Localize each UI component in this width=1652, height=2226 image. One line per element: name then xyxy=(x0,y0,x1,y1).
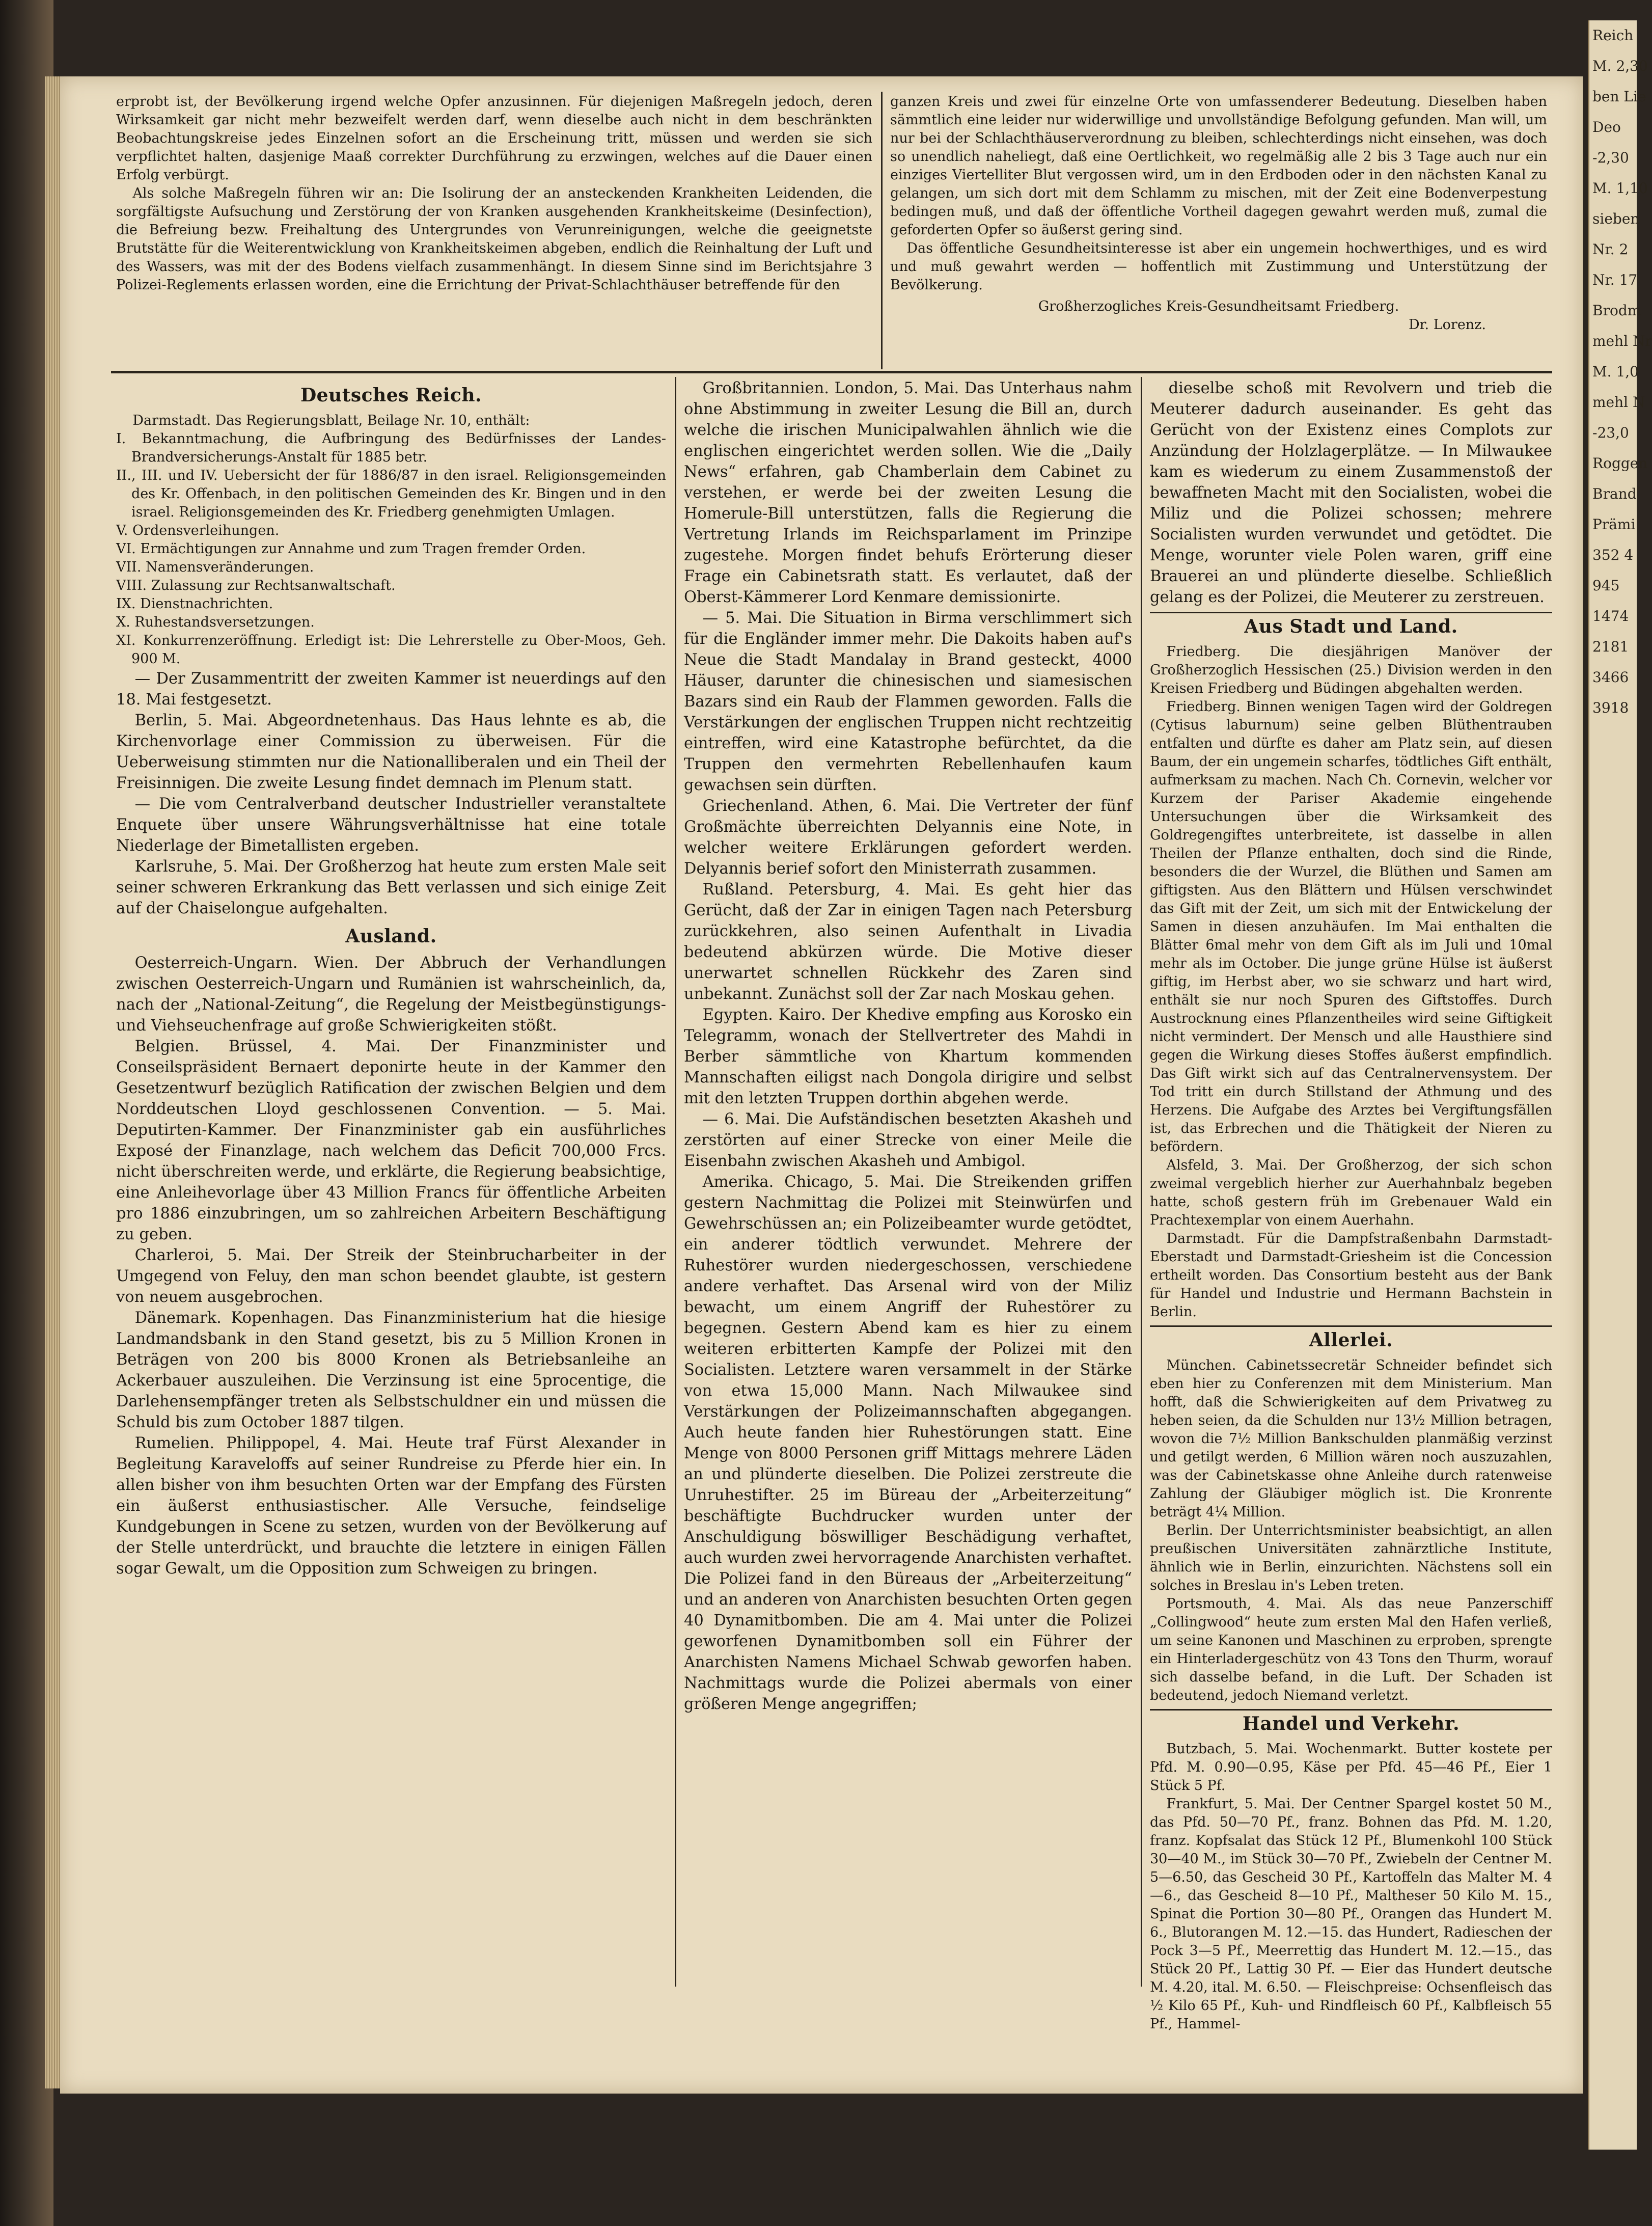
edge-text: Prämi xyxy=(1592,516,1636,533)
article-paragraph: Charleroi, 5. Mai. Der Streik der Steinbrucharbeiter in der Umgegend von Feluy, den man schon beendet glaubte, ist gestern von neuem ausgebrochen. xyxy=(116,1246,666,1306)
article-paragraph: Großbritannien. London, 5. Mai. Das Unterhaus nahm ohne Abstimmung in zweiter Lesung die Bill an, durch welche die irischen Municipalwahlen ähnlich wie die englischen eingerichtet werden sollen. Wie die „Daily News“ erfahren, gab Chamberlain dem Cabinet zu verstehen, er werde bei der zweiten Lesung die Homerule-Bill unterstützen, falls die Regierung die Vertretung Irlands im Reichsparlament im Prinzipe zugestehe. Morgen findet behufs Erörterung dieser Frage ein Cabinetsrath statt. Es verlautet, daß der Oberst-Kämmerer Lord Kenmare demissionirte. xyxy=(684,379,1132,606)
signature-office: Großherzogliches Kreis-Gesundheitsamt Friedberg. xyxy=(1038,298,1399,314)
edge-text: 3466 xyxy=(1592,669,1629,686)
edge-text: 3918 xyxy=(1592,699,1629,716)
edge-text: ben Lie xyxy=(1592,88,1646,105)
heading-aus-stadt-und-land: Aus Stadt und Land. xyxy=(1150,612,1552,640)
article-paragraph: Belgien. Brüssel, 4. Mai. Der Finanzminister und Conseilspräsident Bernaert deponirte heute in der Kammer den Gesetzentwurf bezüglich Ratification der zwischen Belgien und dem Norddeutschen Lloyd geschlossenen Convention. — 5. Mai. Deputirten-Kammer. Der Finanzminister gab ein ausführliches Exposé der Finanzlage, nach welchem das Deficit 700,000 Frcs. nicht überschreiten werde, und erklärte, die Regierung beabsichtige, eine Anleihevorlage über 43 Million Francs für öffentliche Arbeiten pro 1886 einzubringen, um so zahlreichen Arbeitern Beschäftigung zu geben. xyxy=(116,1038,666,1243)
column-1 xyxy=(116,378,666,1579)
article-paragraph: Berlin, 5. Mai. Abgeordnetenhaus. Das Haus lehnte es ab, die Kirchenvorlage einer Commission zu überweisen. Für die Ueberweisung stimmten nur die Nationalliberalen und ein Theil der Freisinnigen. Die zweite Lesung findet demnach im Plenum statt. xyxy=(116,712,666,792)
top-right-para-2: Das öffentliche Gesundheitsinteresse ist aber ein ungemein hochwerthiges, und es wird und muß gewahrt werden — hoffentlich mit Zustimmung und Unterstützung der Bevölkerung. xyxy=(890,240,1547,293)
edge-text: 352 4 xyxy=(1592,547,1634,563)
article-paragraph: Amerika. Chicago, 5. Mai. Die Streikenden griffen gestern Nachmittag die Polizei mit Steinwürfen und Gewehrschüssen an; ein Polizeibeamter wurde getödtet, ein anderer tödtlich verwundet. Mehrere der Ruhestörer wurden niedergeschossen, verschiedene andere verhaftet. Das Arsenal wird von der Miliz bewacht, um einem Angriff der Ruhestörer zu begegnen. Gestern Abend kam es hier zu einem weiteren erbitterten Kampfe der Polizei mit den Socialisten. Letztere waren versammelt in der Stärke von etwa 15,000 Mann. Nach Milwaukee sind Verstärkungen der Polizeimannschaften abgegangen. Auch heute fanden hier Ruhestörungen statt. Eine Menge von 8000 Personen griff Mittags mehrere Läden an und plünderte dieselben. Die Polizei zerstreute die Unruhestifter. 25 im Büreau der „Arbeiterzeitung“ beschäftigte Buchdrucker wurden unter der Anschuldigung böswilliger Beschädigung verhaftet, auch wurden zwei hervorragende Anarchisten verhaftet. Die Polizei fand in den Büreaus der „Arbeiterzeitung“ und an anderen von Anarchisten besuchten Orten gegen 40 Dynamitbomben. Die am 4. Mai unter die Polizei geworfenen Dynamitbomben soll ein Führer der Anarchisten Namens Michael Schwab geworfen haben. Nachmittags wurde die Polizei abermals von einer größeren Menge angegriffen; xyxy=(684,1173,1132,1713)
signature-name: Dr. Lorenz. xyxy=(1408,317,1486,333)
heading-allerlei: Allerlei. xyxy=(1150,1325,1552,1353)
list-item: VIII. Zulassung zur Rechtsanwaltschaft. xyxy=(116,578,396,593)
edge-text: mehl Nr xyxy=(1592,333,1652,349)
adjacent-page-edge xyxy=(1588,20,1652,2150)
article-paragraph: Portsmouth, 4. Mai. Als das neue Panzerschiff „Collingwood“ heute zum ersten Mal den Hafen verließ, um seine Kanonen und Maschinen zu erproben, sprengte ein Hinterladergeschütz von 43 Tons den Thurm, worauf sich dasselbe befand, in die Luft. Der Schaden ist bedeutend, jedoch Niemand verletzt. xyxy=(1150,1596,1552,1703)
article-paragraph: — 5. Mai. Die Situation in Birma verschlimmert sich für die Engländer immer mehr. Die Dakoits haben auf's Neue die Stadt Mandalay in Brand gesteckt, 4000 Häuser, darunter die chinesischen und siamesischen Bazars sind ein Raub der Flammen geworden. Falls die Verstärkungen der englischen Truppen nicht rechtzeitig eintreffen, wird eine Katastrophe befürchtet, da die Truppen den vermehrten Rebellenhaufen kaum gewachsen sein dürften. xyxy=(684,609,1132,794)
article-paragraph: — 6. Mai. Die Aufständischen besetzten Akasheh und zerstörten auf einer Strecke von einer Meile die Eisenbahn zwischen Akasheh und Ambigol. xyxy=(684,1110,1132,1170)
top-left-para-1: erprobt ist, der Bevölkerung irgend welche Opfer anzusinnen. Für diejenigen Maßregeln jedoch, deren Wirksamkeit gar nicht mehr bezweifelt werden darf, wenn dieselbe auch nicht in dem beschränkten Beobachtungskreise jedes Einzelnen sofort an die Erscheinung tritt, müssen und werden sie sich verpflichtet halten, dasjenige Maaß correkter Durchführung zu erzwingen, welches auf die Dauer einen Erfolg verbürgt. xyxy=(116,94,872,183)
edge-text: M. 1,0 xyxy=(1592,363,1639,380)
edge-text: Nr. 2 xyxy=(1592,241,1629,258)
column-divider-1 xyxy=(675,377,676,1987)
list-item: II., III. und IV. Uebersicht der für 1886/87 in den israel. Religionsgemeinden des Kr. Offenbach, in den politischen Gemeinden des Kr. Bingen und in den israel. Religionsgemeinden des Kr. Friedberg genehmigten Umlagen. xyxy=(116,468,666,520)
article-paragraph: Griechenland. Athen, 6. Mai. Die Vertreter der fünf Großmächte überreichten Delyannis eine Note, in welcher weitere Erklärungen gefordert werden. Delyannis berief sofort den Ministerrath zusammen. xyxy=(684,797,1132,878)
edge-text: Brodm xyxy=(1592,302,1641,319)
article-paragraph: Oesterreich-Ungarn. Wien. Der Abbruch der Verhandlungen zwischen Oesterreich-Ungarn und Rumänien ist wahrscheinlich, da, nach der „National-Zeitung“, die Regelung der Meistbegünstigungs- und Viehseuchenfrage auf große Schwierigkeiten stößt. xyxy=(116,954,666,1035)
article-paragraph: Butzbach, 5. Mai. Wochenmarkt. Butter kostete per Pfd. M. 0.90—0.95, Käse per Pfd. 45—46 Pf., Eier 1 Stück 5 Pf. xyxy=(1150,1741,1552,1794)
article-paragraph: Karlsruhe, 5. Mai. Der Großherzog hat heute zum ersten Male seit seiner schweren Erkrankung das Bett verlassen und sich einige Zeit auf der Chaiselongue aufgehalten. xyxy=(116,858,666,917)
article-paragraph: Friedberg. Die diesjährigen Manöver der Großherzoglich Hessischen (25.) Division werden in den Kreisen Friedberg und Büdingen abgehalten werden. xyxy=(1150,644,1552,696)
article-paragraph: Berlin. Der Unterrichtsminister beabsichtigt, an allen preußischen Universitäten zahnärztliche Institute, ähnlich wie in Berlin, einzurichten. Nächstens soll ein solches in Breslau in's Leben treten. xyxy=(1150,1523,1552,1593)
list-item: X. Ruhestandsversetzungen. xyxy=(116,614,315,630)
article-paragraph: Alsfeld, 3. Mai. Der Großherzog, der sich schon zweimal vergeblich hierher zur Auerhahnbalz begeben hatte, schoß gestern früh im Grebenauer Wald ein Prachtexemplar von einem Auerhahn. xyxy=(1150,1157,1552,1228)
list-item: V. Ordensverleihungen. xyxy=(116,523,280,538)
list-item: XI. Konkurrenzeröffnung. Erledigt ist: Die Lehrerstelle zu Ober-Moos, Geh. 900 M. xyxy=(116,633,666,667)
heading-handel-und-verkehr: Handel und Verkehr. xyxy=(1150,1709,1552,1737)
top-section-rule xyxy=(111,371,1552,373)
edge-text: Nr. 17 xyxy=(1592,272,1638,288)
edge-text: M. 1,10 xyxy=(1592,180,1648,197)
column-divider-2 xyxy=(1141,377,1142,1987)
edge-text: Roggen xyxy=(1592,455,1648,472)
article-paragraph: Rußland. Petersburg, 4. Mai. Es geht hier das Gerücht, daß der Zar in einigen Tagen nach Petersburg zurückkehren, also seinen Aufenthalt in Livadia bedeutend abkürzen würde. Die Motive dieser unerwartet schnellen Rückkehr des Zaren sind unbekannt. Zunächst soll der Zar nach Moskau gehen. xyxy=(684,881,1132,1003)
newspaper-page xyxy=(60,76,1583,2094)
edge-text: 945 xyxy=(1592,577,1620,594)
reich-intro: Darmstadt. Das Regierungsblatt, Beilage Nr. 10, enthält: xyxy=(132,413,530,428)
list-item: VI. Ermächtigungen zur Annahme und zum Tragen fremder Orden. xyxy=(116,541,586,557)
top-right-column xyxy=(890,93,1547,334)
edge-text: 1474 xyxy=(1592,608,1629,625)
article-paragraph: — Die vom Centralverband deutscher Industrieller veranstaltete Enquete über unsere Währungsverhältnisse hat eine totale Niederlage der Bimetallisten ergeben. xyxy=(116,795,666,855)
column-3 xyxy=(1150,378,1552,2033)
top-left-column xyxy=(116,93,872,294)
edge-text: 2181 xyxy=(1592,638,1629,655)
edge-text: mehl N xyxy=(1592,394,1645,411)
list-item: I. Bekanntmachung, die Aufbringung des Bedürfnisses der Landes-Brandversicherungs-Anstalt für 1885 betr. xyxy=(116,431,666,465)
column-2 xyxy=(684,378,1132,1715)
heading-deutsches-reich: Deutsches Reich. xyxy=(300,385,482,406)
article-paragraph: — Der Zusammentritt der zweiten Kammer ist neuerdings auf den 18. Mai festgesetzt. xyxy=(116,670,666,709)
regierungsblatt-list xyxy=(116,430,666,668)
top-right-para-1: ganzen Kreis und zwei für einzelne Orte von umfassenderer Bedeutung. Dieselben haben sämmtlich eine leider nur widerwillige und unvollständige Befolgung gefunden. Man will, um nur bei der Schlachthäuserverordnung zu bleiben, schlechterdings nicht einsehen, was doch so unendlich naheliegt, daß eine Oertlichkeit, wo regelmäßig alle 2 bis 3 Tage auch nur ein einziges Viertelliter Blut vergossen wird, um in den Erdboden oder in den nächsten Kanal zu gelangen, um sich dort mit dem Schlamm zu mischen, mit der Zeit eine Bodenverpestung bedingen muß, und daß der öffentliche Vortheil dagegen gewahrt werden muß, zumal die geforderten Opfer so äußerst gering sind. xyxy=(890,94,1547,238)
edge-text: Deo xyxy=(1592,119,1621,135)
article-paragraph: dieselbe schoß mit Revolvern und trieb die Meuterer dadurch auseinander. Es geht das Gerücht von der Existenz eines Complots zur Anzündung der Holzlagerplätze. — In Milwaukee kam es wiederum zu einem Zusammenstoß der bewaffneten Macht mit den Socialisten, wobei die Miliz und die Polizei schossen; mehrere Socialisten wurden verwundet und getödtet. Die Menge, worunter viele Polen waren, griff eine Brauerei an und plünderte dieselbe. Schließlich gelang es der Polizei, die Meuterer zu zerstreuen. xyxy=(1150,379,1552,606)
list-item: VII. Namensveränderungen. xyxy=(116,559,314,575)
edge-text: M. 2,30 xyxy=(1592,58,1648,74)
article-paragraph: Dänemark. Kopenhagen. Das Finanzministerium hat die hiesige Landmandsbank in den Stand gesetzt, bis zu 5 Million Kronen in Beträgen von 200 bis 8000 Kronen als Betriebsanleihe an Ackerbauer auszuleihen. Die Verzinsung ist eine 5procentige, die Darlehensempfänger treten als Selbstschuldner ein und müssen die Schuld bis zum October 1887 tilgen. xyxy=(116,1309,666,1431)
article-paragraph: Frankfurt, 5. Mai. Der Centner Spargel kostet 50 M., das Pfd. 50—70 Pf., franz. Bohnen das Pfd. M. 1.20, franz. Kopfsalat das Stück 12 Pf., Blumenkohl 100 Stück 30—40 M., im Stück 30—70 Pf., Zwiebeln der Centner M. 5—6.50, das Gescheid 30 Pf., Kartoffeln das Malter M. 4—6., das Gescheid 8—10 Pf., Maltheser 50 Kilo M. 15., Spinat die Portion 30—80 Pf., Orangen das Hundert M. 6., Blutorangen M. 12.—15. das Hundert, Radieschen der Pock 3—5 Pf., Meerrettig das Hundert M. 12.—15., das Stück 20 Pf., Lattig 30 Pf. — Eier das Hundert deutsche M. 4.20, ital. M. 6.50. — Fleischpreise: Ochsenfleisch das ½ Kilo 65 Pf., Kuh- und Rindfleisch 60 Pf., Kalbfleisch 55 Pf., Hammel- xyxy=(1150,1796,1552,2032)
edge-text: Reich xyxy=(1592,27,1634,44)
article-paragraph: Egypten. Kairo. Der Khedive empfing aus Korosko ein Telegramm, wonach der Stellvertreter des Mahdi in Berber sämmtliche von Khartum kommenden Mannschaften eiligst nach Dongola dirigire und selbst mit den letzten Truppen dorthin abgehen werde. xyxy=(684,1006,1132,1107)
top-column-divider xyxy=(881,92,883,369)
edge-text: -23,0 xyxy=(1592,424,1629,441)
edge-text: -2,30 xyxy=(1592,149,1629,166)
edge-text: Brand xyxy=(1592,485,1637,502)
list-item: IX. Dienstnachrichten. xyxy=(116,596,273,612)
article-paragraph: Friedberg. Binnen wenigen Tagen wird der Goldregen (Cytisus laburnum) seine gelben Blüthentrauben entfalten und dürfte es daher am Platz sein, auf diesen Baum, der ein ungemein scharfes, tödtliches Gift enthält, aufmerksam zu machen. Nach Ch. Cornevin, welcher vor Kurzem der Pariser Akademie eingehende Untersuchungen über die Wirksamkeit des Goldregengiftes unterbreitete, ist dasselbe in allen Theilen der Pflanze enthalten, doch sind die Rinde, besonders die der Wurzel, die Blüthen und Samen am giftigsten. Aus den Blättern und Hülsen verschwindet das Gift mit der Zeit, um sich mit der Entwickelung der Samen in diesen anzuhäufen. Im Mai enthalten die Blätter 6mal mehr von dem Gift als im Juli und 10mal mehr als im October. Die junge grüne Hülse ist äußerst giftig, im Herbst aber, wo sie schwarz und hart wird, enthält sie nur noch Spuren des Giftstoffes. Durch Austrocknung eines Pflanzentheiles wird seine Giftigkeit nicht vermindert. Der Mensch und alle Hausthiere sind gegen die Wirkung dieses Stoffes äußerst empfindlich. Das Gift wirkt sich auf das Centralnervensystem. Der Tod tritt ein durch Stillstand der Athmung und des Herzens. Die Aufgabe des Arztes bei Vergiftungsfällen ist, das Erbrechen und die Thätigkeit der Nieren zu befördern. xyxy=(1150,699,1552,1155)
top-left-para-2: Als solche Maßregeln führen wir an: Die Isolirung der an ansteckenden Krankheiten Leidenden, die sorgfältigste Aufsuchung und Zerstörung der von Kranken ausgehenden Krankheitskeime (Desinfection), die Befreiung bezw. Freihaltung des Untergrundes von Verunreinigungen, welche die geeignetste Brutstätte für die Weiterentwicklung von Krankheitskeimen abgeben, endlich die Reinhaltung der Luft und des Wassers, was mit der des Bodens vielfach zusammenhängt. In diesem Sinne sind im Berichtsjahre 3 Polizei-Reglements erlassen worden, eine die Errichtung der Privat-Schlachthäuser betreffende für den xyxy=(116,185,872,293)
article-paragraph: Darmstadt. Für die Dampfstraßenbahn Darmstadt-Eberstadt und Darmstadt-Griesheim ist die Concession ertheilt worden. Das Consortium besteht aus der Bank für Handel und Industrie und Hermann Bachstein in Berlin. xyxy=(1150,1231,1552,1320)
heading-ausland: Ausland. xyxy=(345,926,437,947)
article-paragraph: Rumelien. Philippopel, 4. Mai. Heute traf Fürst Alexander in Begleitung Karaveloffs auf seiner Rundreise zu Pferde hier ein. In allen bisher von ihm besuchten Orten war der Empfang des Fürsten ein äußerst enthusiastischer. Alle Versuche, feindselige Kundgebungen in Scene zu setzen, wurden von der Bevölkerung auf der Stelle unterdrückt, und brauchte die letztere in einigen Fällen sogar Gewalt, um die Opposition zum Schweigen zu bringen. xyxy=(116,1434,666,1578)
article-paragraph: München. Cabinetssecretär Schneider befindet sich eben hier zu Conferenzen mit dem Ministerium. Man hofft, daß die Schwierigkeiten auf dem Privatweg zu heben seien, da die Schulden nur 13½ Million betragen, wovon die 7½ Million Bankschulden planmäßig verzinst und getilgt werden, 6 Million wären noch auszuzahlen, was der Cabinetskasse ohne Anleihe durch ratenweise Zahlung der Gläubiger möglich ist. Die Kronrente beträgt 4¼ Million. xyxy=(1150,1358,1552,1520)
edge-text: sieben xyxy=(1592,210,1640,227)
